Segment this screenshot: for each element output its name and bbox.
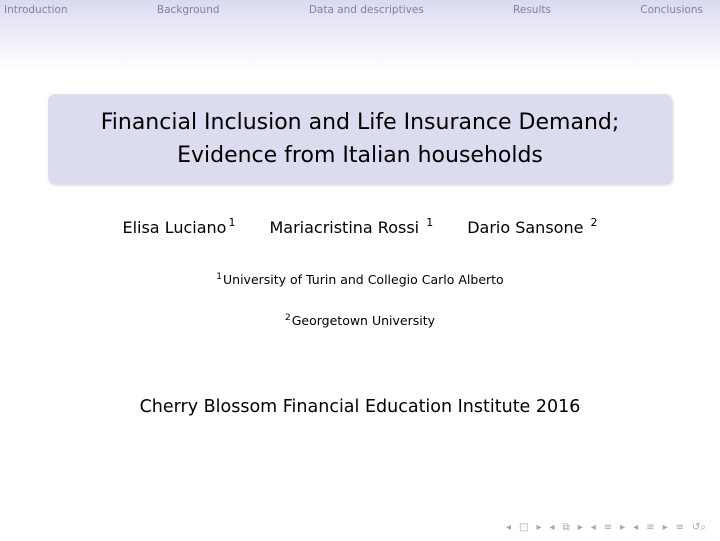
affiliation [0,272,720,287]
author-affiliation-mark: 2 [590,216,598,229]
author [467,216,597,237]
beamer-navigation-symbols [506,522,706,533]
author-name: Mariacristina Rossi [269,218,425,237]
slide-prev-icon[interactable]: ◂ [633,522,639,533]
author-affiliation-mark: 1 [426,216,434,229]
author-name: Dario Sansone [467,218,589,237]
title-block [48,94,672,183]
affiliation [0,313,720,328]
event-name: Cherry Blossom Financial Education Institute 2016 [139,397,581,417]
nav-conclusions[interactable]: Conclusions [640,4,703,16]
slide-next-icon[interactable]: ▸ [662,522,668,533]
nav-introduction[interactable]: Introduction [4,4,68,16]
author-affiliation-mark: 1 [228,216,236,229]
section-next-icon[interactable]: ▸ [620,522,626,533]
frame-icon[interactable]: □ [519,522,529,533]
frame-next-icon[interactable]: ▸ [536,522,542,533]
author [269,216,433,237]
affiliation-text: University of Turin and Collegio Carlo Alberto [223,272,504,287]
title-line-2: Evidence from Italian households [177,142,543,168]
subsection-icon[interactable]: ⧉ [562,522,570,533]
author-name: Elisa Luciano [122,218,227,237]
nav-results[interactable]: Results [513,4,551,16]
affiliation-mark: 1 [216,272,222,282]
section-prev-icon[interactable]: ◂ [590,522,596,533]
affiliation-mark: 2 [284,313,291,323]
title-line-1: Financial Inclusion and Life Insurance Demand; [100,109,620,135]
back-icon[interactable]: ≡ [675,522,685,533]
author [122,216,235,237]
subsection-prev-icon[interactable]: ◂ [549,522,555,533]
subsection-next-icon[interactable]: ▸ [577,522,583,533]
search-icon[interactable]: ↺⌕ [692,522,706,533]
frame-prev-icon[interactable]: ◂ [506,522,512,533]
author-list [0,216,720,237]
nav-data-and-descriptives[interactable]: Data and descriptives [308,4,424,16]
section-navigation [0,0,720,20]
section-icon[interactable]: ≡ [603,522,613,533]
affiliation-text: Georgetown University [291,313,436,328]
nav-background[interactable]: Background [156,4,220,16]
slide-icon[interactable]: ≡ [646,522,655,533]
